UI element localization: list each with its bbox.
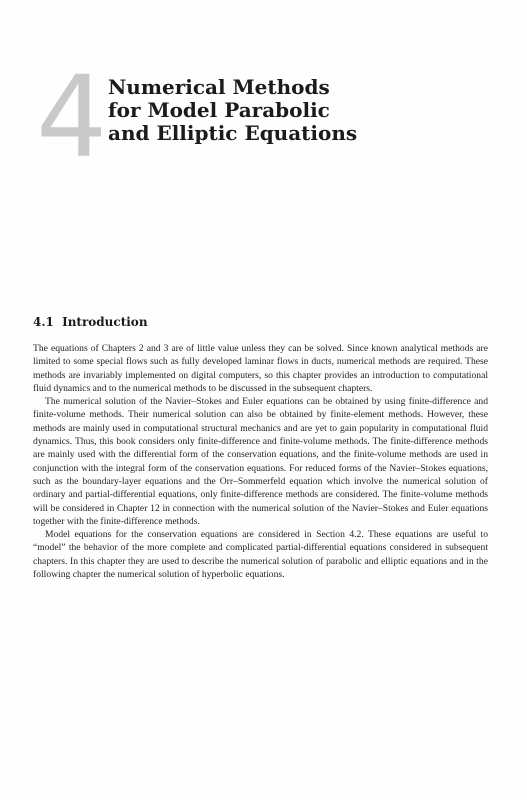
chapter-title-line: Numerical Methods xyxy=(108,75,330,99)
chapter-title-line: for Model Parabolic xyxy=(108,98,330,122)
section-title: Introduction xyxy=(62,315,148,329)
paragraph: The equations of Chapters 2 and 3 are of little value unless they can be solved. Since known analytical methods are limited to some special flows such as fully developed laminar flows in ducts, numerical methods are required. These methods are invariably implemented on digital computers, so this chapter provides an introduction to computational fluid dynamics and to the numerical methods to be discussed in the subsequent chapters. xyxy=(33,343,488,394)
paragraph: Model equations for the conservation equations are considered in Section 4.2. These equations are useful to “model” the behavior of the more complete and complicated partial-differential equations considered in subsequent chapters. In this chapter they are used to describe the numerical solution of parabolic and elliptic equations and in the following chapter the numerical solution of hyperbolic equations. xyxy=(33,529,488,581)
chapter-number: 4 xyxy=(36,53,106,183)
chapter-title xyxy=(108,76,357,145)
section-number: 4.1 xyxy=(33,315,54,329)
section-heading xyxy=(33,315,148,329)
body-text xyxy=(33,342,488,581)
paragraph: The numerical solution of the Navier–Stokes and Euler equations can be obtained by using finite-difference and finite-volume methods. Their numerical solution can also be obtained by finite-element methods. However, these methods are mainly used in computational structural mechanics and are yet to gain popularity in computational fluid dynamics. Thus, this book considers only finite-difference and finite-volume methods. The finite-difference methods are mainly used with the differential form of the conservation equations, and the finite-volume methods are used in conjunction with the integral form of the conservation equations. For reduced forms of the Navier–Stokes equations, such as the boundary-layer equations and the Orr–Sommerfeld equation which involve the numerical solution of ordinary and partial-differential equations, only finite-difference methods are considered. The finite-volume methods will be considered in Chapter 12 in connection with the numerical solution of the Navier–Stokes and Euler equations together with the finite-difference methods. xyxy=(33,396,488,527)
chapter-title-line: and Elliptic Equations xyxy=(108,121,358,145)
